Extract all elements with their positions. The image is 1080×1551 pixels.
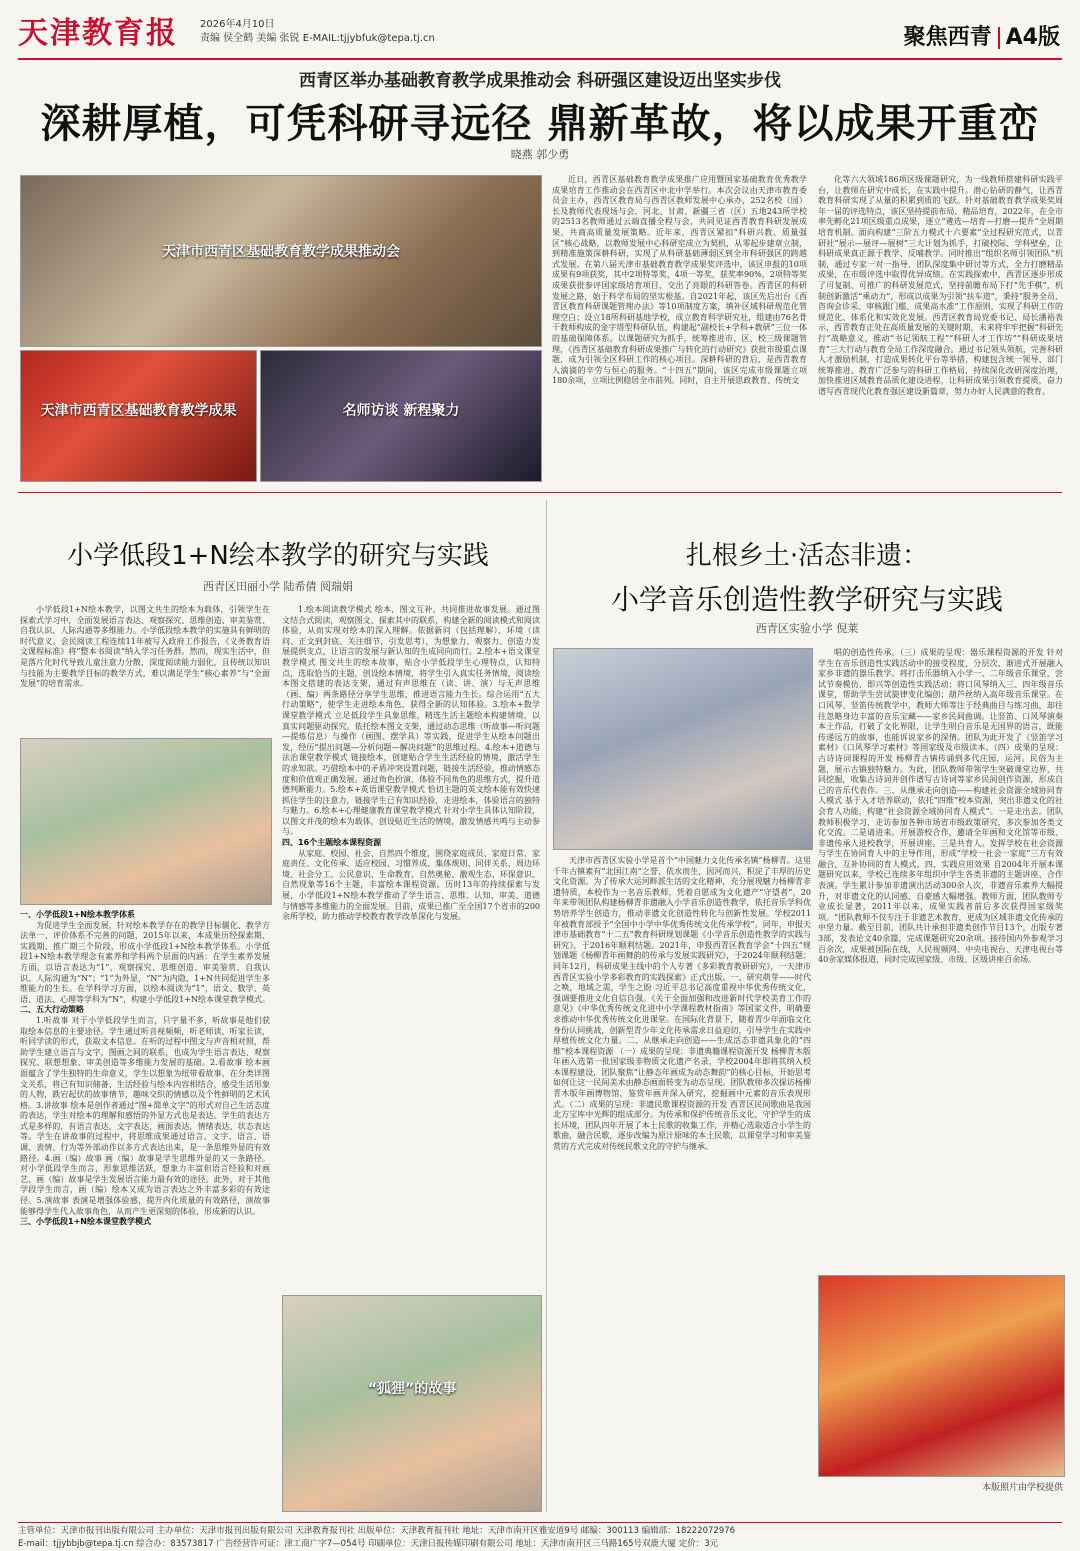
article-left-col2: 1.绘本阅读教学模式 绘本，图文互补，共同推进故事发展。通过图文结合式阅读，观察图文、探索其中的联系，构建全新的阅读模式和阅读体验，从而实现对绘本的深入理解。依据新问（包括理解）、环境（读问、正文到封底、关注细节，引发思考），为想象力、观察力、创造力发展提供支点，让语言的发展与新认知的生成同向而行。2.绘本+语文课堂教学模式 图文共生的绘本故事，贴合小学低段学生心理特点，认知特点，选取恰当的主题，创设绘本情境，将学生引入真实任务情境，阅读绘本图文搭建的表达支架，通过有声思维在（读、讲、演）与无声思维（画、编）两条路径分享学生思维，推进语言能力生长。综合运用“五大行动策略”，使学生走进绘本角色，获得全新的认知体验。3.绘本+数学课堂教学模式 立足低段学生具象思维，精选生活主题绘本构建情境，以真实问题驱动探究。依托绘本图文支架，通过动态思维（听故事—听问题—提炼信息）与操作（画图、摆学具）等实践，促进学生从绘本问题出发，经历“提出问题—分析问题—解决问题”的思维过程。4.绘本+道德与法治课堂教学模式 链接绘本，创建贴合学生生活经验的情境，激活学生的求知欲。巧借绘本中的矛盾冲突设置问题，链接生活经验，推动情感态度和价值观正确发展。通过角色扮演、体验不同角色的思维方式，提升道德判断能力。5.绘本+英语课堂教学模式 恰切主题的英文绘本能有效快速抓住学生的注意力，链接学生已有知识经验，走进绘本，体验语言的独特与魅力。6.绘本+心理健康教育课堂教学模式 针对小学生具体认知阶段，以图文并茂的绘本为载体，创设贴近生活的情境，激发情感共鸣与主动参与。 四、16个主题绘本课程资源 从家庭、校园、社会、自然四个维度，围绕家庭成员、家庭日常、家庭责任、文化传承、适应校园、习惯养成、集体规则、同伴关系、周边环境、社会分工、公民意识、生命教育、自然奥秘、激观生态、环保意识、自然现象等16个主题，丰富绘本课程资源。历时13年的持续探索与发展，小学低段1+N绘本教学推动了学生语言、思维、认知、审美、道德与情感等多维能力的全面发展。目前，成果已推广至全国17个省市的200余所学校，助力推动学校教育教学改革深化与发展。 <box>282 605 540 922</box>
footer-line-2: E-mail：tjjybbjb@tepa.tj.cn 综合办：83573817 广告经营许可证：津工商广字7—054号 印刷单位：天津日报传媒印刷有限公司 地址：天津市南开区三马路165号双鹿大厦 定价：3元 <box>18 1539 719 1549</box>
lead-photo2-caption: 天津市西青区基础教育教学成果 <box>40 403 237 420</box>
lead-photo-conference <box>20 175 542 347</box>
lead-photo-panel <box>260 350 542 482</box>
issue-date: 2026年4月10日 <box>200 19 275 30</box>
section-heading: 三、小学低段1+N绘本课堂教学模式 <box>20 1217 151 1227</box>
editor-credits: 责编 侯全鹤 美编 张锐 E-MAIL:tjjybfuk@tepa.tj.cn <box>200 33 435 44</box>
lesson-screen-caption: “狐狸”的故事 <box>367 1380 457 1397</box>
section-name: 聚焦西青 <box>903 25 992 50</box>
section-divider <box>998 27 1000 49</box>
article-left-author: 西青区田丽小学 陆希倩 阅瑞娟 <box>203 580 353 593</box>
page-number: A4版 <box>1005 25 1060 50</box>
article-right-title-2: 小学音乐创造性教学研究与实践 <box>610 583 1003 616</box>
article-left-title: 小学低段1+N绘本教学的研究与实践 <box>67 541 489 571</box>
article-left-photo-classroom <box>20 738 272 905</box>
page-label <box>904 20 1060 51</box>
article-right-col2: 唱的创造性传承。（三）成果的呈现：器乐课程资源的开发 针对学生在音乐创造性实践活动中的接受程度，分层次、渐进式开展融入家乡非遗的器乐教学。将打击乐器纳入小学一、二年级音乐课堂，尝试节奏模仿、即兴等创造性实践活动；将口风琴纳入三、四年级音乐课堂，帮助学生尝试旋律变化编创；葫芦丝纳入高年级音乐课堂。在口风琴、竖笛传统教学中，教师大师等注于经典曲目与练习曲，却往往忽略身边丰富的音乐宝藏——家乡民间曲调。让竖笛、口风琴演奏本土作品，打破了文化界限，让学生明白音乐是无国界的语言，既能传递远方的故事，也能诉说家乡的深情。团队为此开发了《竖笛学习素材》《口风琴学习素材》等国家级及市级读本。（四）成果的呈现：古诗诗词课程的开发 杨柳青古镇传诵到多代庄园，运河。民俗为主题，展示古镇独特魅力。为此，团队教师带领学生突破课堂边界，共同挖掘，收集古诗词并创作谱写古诗词等家乡民间创作资源，形成自己的音乐代表作。三、从继承走向创造——构建社会资源全域协同育人模式 基于入才培养联动，依托“四维”校本资源，突出非遗文化的社会育人功能，构建“社会资源全域协同育人模式”。一是走出去。团队教师积极学习，走访参加各种市场省市级政策研究，多次参加各类文化交流。二是请进来。开展游校合作，邀请全年画和文化馆等市级、非遗传承人进校教学，开展讲座。三是共育人。发挥学校在社会资源与学生在协同育人中的主导作用，形成“学校一社会一家庭”三方有效融合，互补协同的育人模式。四、实践应用效果 自2004年开展本课题研究以来，学校已连续多年组织中学生各类非遗的主题讲座、合作表演。学生累计参加非遗演出活动300余人次，非遗音乐素养大幅提升，对非遗文化的认同感、自豪感大幅增强。教师方面，团队教师专业成长显著，2011年以来，成果实践者前后多次获得国家级奖项。“团队教师不仅专注于非遗艺术教育，更成为区域非遗文化传承的中坚力量。截至目前，团队共计承担非遗类创作节目13个，出版专著3部，发表论文40余篇，完成课题研究20余项。接待国内外参观学习百余次，成果被国际在线、人民视频网、中央电视台、天津电视台等40余家媒体报道，同时完成国家级、市级、区级讲座百余场。 <box>818 648 1063 965</box>
article-right-photo-music-class <box>553 648 813 850</box>
lead-body-col2: 化等六大领域186项区级课题研究，为一线教师搭建科研实践平台，让教师在研究中成长，在实践中提升。潜心钻研的静气，让西青教育科研实现了从量的积累到质的飞跃。针对基础教育教学成果奖周年一届的评选特点，该区坚持提前布局、精品培育，2022年，在全市率先孵化21项区级重点成果，逐立“遴选—培育—打磨—提升”全周期培育机制。面向构建“三阶五力模式十六要素”全过程研究范式，以青研社“展示—展评—展树”三大计划为抓手，打破校际、学科壁垒，让科研成果真正源于教学、反哺教学。同时推出“组织名师引领团队”机制，通过专家一对一指导、团队深度集中研讨等方式，全力打磨精品成果，在市级评选中取得优异成绩。在实践探索中，西青区逐步形成了可复制、可推广的科研发展范式，坚持前瞻布局下打“先手棋”，机制创新激活“乘动力”，形成以成果为引领“扶车道”，秉持“服务全员、咨询会诊采、审核跟门槛、成果高水准”工作原则，实现了科研工作的规范化、体系化和实效化发展。西青区教育局党委书记、局长潘裕表示，西青教育正处在高质量发展的关键时期，未来将牢牢把握“科研先行”战略意义，推动“书记领航工程”“科研人才工作坊”“科研成果培育”三大行动与教育全局工作深度融合。通过书记领头领航，完善科研人才激励机制，打造成果转化平台等举措，构建包含统一领导、部门统筹推进、教育广泛参与的科研工作格局，持续深化改研深度治理，加快推进区域教育品质化建设进程，让科研成果引领教育提质，奋力谱写西青现代化教育强区建设新篇章，努力办好人民满意的教育。 <box>818 175 1063 396</box>
footer-imprint <box>18 1522 1062 1551</box>
section-heading: 二、五大行动策略 <box>20 1005 84 1015</box>
masthead-meta <box>200 18 700 46</box>
photo-credit: 本版照片由学校提供 <box>981 1483 1063 1493</box>
newspaper-logo: 天津教育报 <box>18 16 178 51</box>
column-divider <box>546 500 547 1512</box>
article-right-author: 西青区实验小学 倪莱 <box>755 622 859 635</box>
footer-line-1: 主管单位：天津市报刊出版有限公司 主办单位：天津市报刊出版有限公司 天津教育报刊社 出版单位：天津教育报刊社 地址：天津市南开区雅安道9号 邮编：300113 编辑部：18222072976 <box>18 1526 736 1536</box>
lead-photo-stage <box>20 350 257 482</box>
article-right-photo-dance <box>818 1275 1065 1477</box>
article-left-intro: 小学低段1+N绘本教学，以图文共生的绘本为载体，引领学生在探索式学习中，全面发展语言表达、观察探究、思维创造、审美鉴赏、自我认识、人际沟通等多维能力。小学低段绘本教学的实施具有鲜明的时代意义。会民阅读工程连续11年被写入政府工作报告，《义务教育语文课程标准》将“整本书阅读”纳入学习任务群。然而，现实生活中，但是落片化时代导致儿童注意力分散，深度阅读能力弱化，且传统以知识与技能为主要教学目标的教学方式，难以满足学生“核心素养”与“全面发展”的培育需求。 <box>20 605 270 689</box>
section-heading: 一、小学低段1+N绘本教学体系 <box>20 910 135 919</box>
article-left-photo-lesson <box>282 1295 542 1512</box>
lead-photo3-caption: 名师访谈 新程聚力 <box>342 403 460 420</box>
lead-body-col1: 近日，西青区基础教育教学成果推广应用暨国家基础教育优秀教学成果培育工作推动会在西青区中北中学举行。本次会议由天津市教育委员会主办，西青区教育局与西青区教师发展中心承办，252名校（园）长及教师代表现场与会，河北、甘肃、新疆三省（区）五地243所学校的2513名教师通过云端直播全程与会，共同见证西青教育科研发展成果，共商高质量发展策略。近年来，西青区紧扣“科研兴教、质量强区”核心战略，以教师发展中心科研室成立为契机，从零起步建章立制，到精准施策深耕科研，实现了从科研基础薄弱区到全市科研强区的跨越式发展。在第八届天津市基础教育教学成果奖评选中，该区申报的10项成果有9项获奖，其中2项特等奖、4项一等奖，获奖率90%，2项特等奖成果获批参评国家级培育项目，交出了亮眼的科研答卷。西青区的科研发展之路，始于科学布局的坚实根基。自2021年起，该区先后出台《西青区教育科研课题管理办法》等10项制度方案，填补区域科研规范化管理空白；设立18所科研基地学校，成立教育科学研究社，组建由76名骨干教师构成的金字塔型科研队伍，构建起“副校长+学科+教研”三位一体的基础保障体系。以课题研究为抓手，统筹推进市、区、校三级课题管理，《西青区基础教育科研成果推广与转化的行动研究》获批市级重点课题，成为引领全区科研工作的核心项目。深耕科研的背后，是西青教育人滴滴的辛劳与恒心的服务。“十四五”期间，该区完成市级课题立项180余项，立项比例稳居全市前列。同时，自主开展思政教育、传统文 <box>552 175 807 386</box>
article-left-col1: 一、小学低段1+N绘本教学体系 为促进学生全面发展，针对绘本教学存在的教学目标僵化、教学方法单一、评价体系不完善的问题，2015年以来，本成果历经探索期、实践期、推广期三个阶段，形成小学低段1+N绘本教学体系。小学低段1+N绘本教学理念有素养和学科两个层面的内涵：在学生素养发展方面，以语言表达为“1”，观察探究、思维创造、审美鉴赏、自我认识、人际沟通为“N”；“1”为外显，“N”为内隐，1+N共同促进学生多维能力的生长。在学科学习方面，以绘本阅读为“1”，语文、数学、英语、道法、心理等学科为“N”，构建小学低段1+N绘本课堂教学模式。 二、五大行动策略 1.听故事 对于小学低段学生而言，只字量不多，听故事是他们获取绘本信息的主要途径。学生通过听音视频频，听老师读，听家长读，听同学读的形式，获取文本信息。在听的过程中图文与声音相对照，帮助学生建立语言与文字，图画之间的联系，也成为学生语言表达、观察探究、联想想象、审美创造等多维能力发展的基础。2.看故事 绘本画面蕴含了学生独特的生命意义，学生以想象为纽带看故事，在分类详图文关系，将已有知识储备、生活经验与绘本内容相结合，感受生活形象的人物，跌宕起伏的故事情节，趣味交织的情感以及个性鲜明的艺术风格。3.讲故事 绘本是创作者通过“图+简单文字”的形式对自己生活态度的表达，学生对绘本的理解和感悟的外显方式也是表达。学生的表达方式是多样的，有语言表达，文字表达，画面表达，情绪表达，状态表达等。学生在讲故事的过程中，将思维成果通过语言、文字、语言、语调、表情、行为等外部动作以多方式表达出来，是一条思维外显的有效路径。4.画（编）故事 画（编）故事是学生思维外显的又一条路径。对小学低段学生而言，形象思维活跃，想象力丰富但语言经验和对画艺、画（编）故事是学生发展语言能力最有效的途径。此外，对于其他学段学生而言，画（编）绘本又成为语言表达之外丰富多彩的有效途径。5.演故事 表演是增强体验感，提升内化质量的有效路径，演故事能够得学生代入故事角色，从而产生更深刻的体验，形成新的认识。 三、小学低段1+N绘本课堂教学模式 <box>20 910 270 1227</box>
section-rule <box>18 492 1062 493</box>
section-heading: 四、16个主题绘本课程资源 <box>282 838 382 848</box>
article-right-col1: 天津市西青区实验小学是首个“中国魅力文化传承名镇”杨柳青。这里千年古镇素有“北国江南”之誉，依水而生，因河而兴，积淀了丰厚的历史文化资源。为了传承大运河畔派生活的文化精神，充分展现魅力杨柳青非遗特质，本校作为一名音乐教师，凭着自愿成为文化遗产“守望者”，20年来带领团队构建杨柳青非遗融入小学音乐创造性教学，依托音乐学科优势培养学生创造力，推动非遗文化创造性转化与创新性发展。学校2011年被教育部授予“全国中小学中华优秀传统文化传承学校”。同年，申报天津市基础教育“十二五”教育科研规划课题《小学音乐创造性教学的实践与研究》，于2016年顺利结题。2021年，申报西青区教育学会“十四五”规划课题《杨柳青年画舞韵的传承与发展实践研究》，于2024年顺利结题；同年12月，科研成果主线中的个人专著《多彩教育教研研究》，一天津市西青区实验小学多彩教育的实践探索》正式出版。一、研究萌芽——时代之唤，地域之需，学生之盼 习近平总书记高度重视中华优秀传统文化，强调要推进文化自信自强。《关于全面加强和改进新时代学校美育工作的意见》《中华优秀传统文化进中小学课程教材指南》等国家文件，明确要求推动中华优秀传统文化进课堂。在国际化背景下，随着青少年面临文化身份认同挑战，创新型青少年文化传承需求日益迫切，引导学生在实践中厚植传统文化力量。二、从继承走向创造——生成活态非遗具象化的“四维”校本课程资源 （一）成果的呈现：非遗典籍课程资源开发 杨柳青木版年画入选第一批国家级非物质文化遗产名录，学校2004年即将其纳入校本课程建设，团队聚焦“让静态年画成为动态舞韵”的核心目标，开始思考如何让这一民间美术由静态画面转变为动态呈现。团队教师多次探访杨柳青木版年画博物馆，鉴赏年画并深入研究，挖掘画中元素的音乐表现形式。（二）成果的呈现：非遗民歌课程资源的开发 西青区民间歌曲是我国北方宝库中光辉的组成部分。为传承和保护传统音乐文化，守护学生的成长环境，团队四年开展了本土民歌的收集工作，并精心选取适合小学生的歌曲，融合民歌，逐步改编为原汁原味的本土民歌，以课堂学习和审美鉴赏的方式完成对传统民歌文化的守护与继承。 <box>553 856 811 1152</box>
masthead-rule <box>18 58 1062 60</box>
lead-byline: 晓燕 郭少勇 <box>510 148 570 161</box>
article-right-title-1: 扎根乡土·活态非遗： <box>685 541 929 571</box>
lead-kicker: 西青区举办基础教育教学成果推动会 科研强区建设迈出坚实步伐 <box>299 71 781 91</box>
lead-photo-caption: 天津市西青区基础教育教学成果推动会 <box>162 243 400 260</box>
lead-headline: 深耕厚植，可凭科研寻远径 鼎新革故，将以成果开重峦 <box>40 100 1040 147</box>
